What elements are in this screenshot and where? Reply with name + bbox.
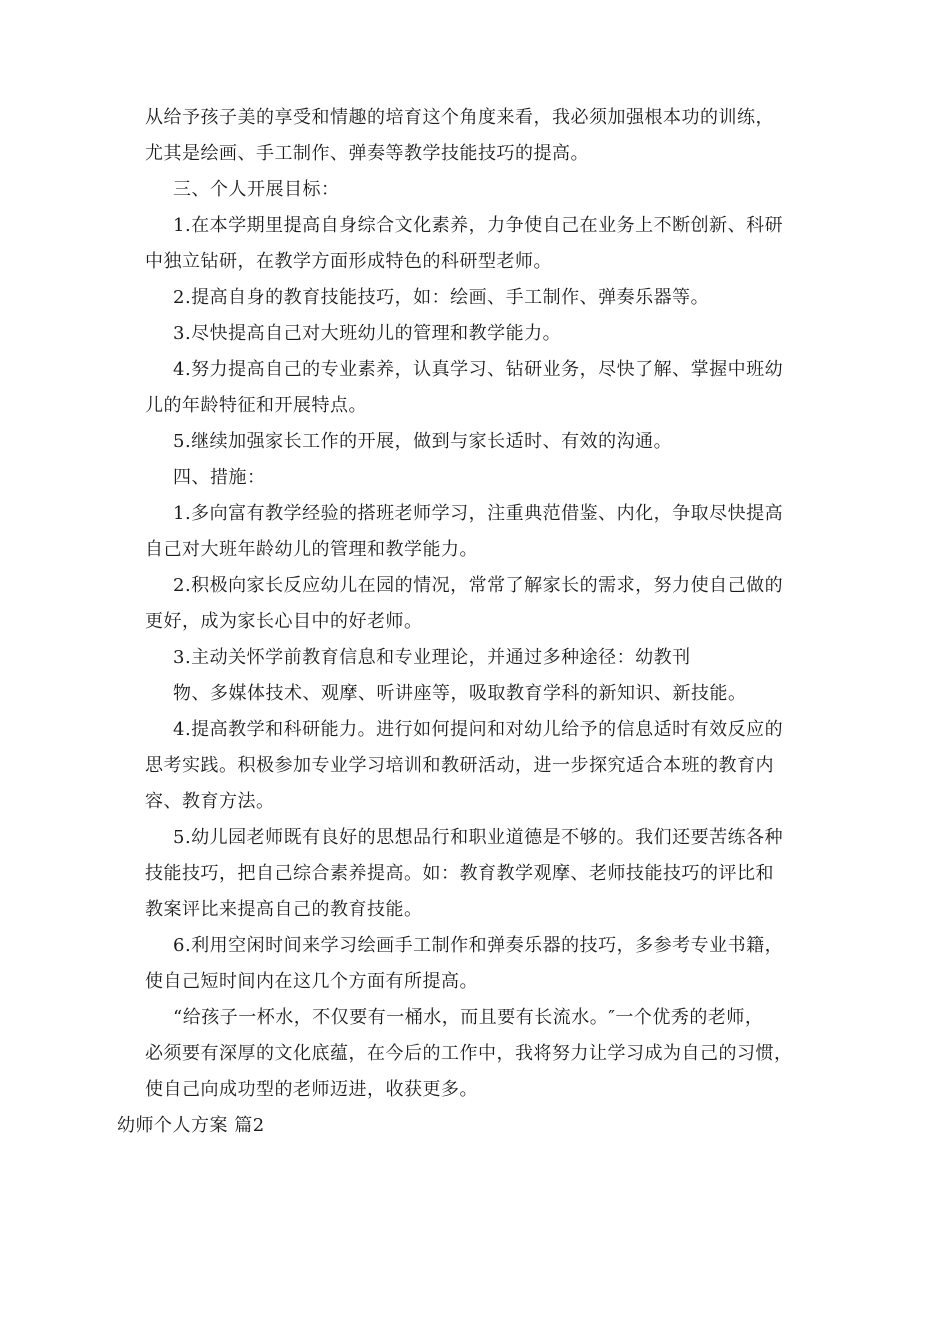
section-heading-goals: 三、个人开展目标： (173, 179, 340, 200)
quote-line-3: 使自己向成功型的老师迈进，收获更多。 (145, 1079, 478, 1100)
text-line-4: 1.在本学期里提高自身综合文化素养，力争使自己在业务上不断创新、科研 (173, 215, 784, 236)
text-line-17: 物、多媒体技术、观摩、听讲座等，吸取教育学科的新知识、新技能。 (173, 683, 747, 704)
text-line-15: 更好，成为家长心目中的好老师。 (145, 611, 423, 632)
text-line-14: 2.积极向家长反应幼儿在园的情况，常常了解家长的需求，努力使自己做的 (173, 575, 784, 596)
text-line-22: 技能技巧，把自己综合素养提高。如：教育教学观摩、老师技能技巧的评比和 (145, 863, 774, 884)
document-body (117, 100, 815, 1144)
text-line-19: 思考实践。积极参加专业学习培训和教研活动，进一步探究适合本班的教育内 (145, 755, 774, 776)
text-line-9: 儿的年龄特征和开展特点。 (145, 395, 367, 416)
quote-line-1: “给孩子一杯水，不仅要有一桶水，而且要有长流水。″一个优秀的老师， (173, 1007, 764, 1028)
text-line-23: 教案评比来提高自己的教育技能。 (145, 899, 423, 920)
next-section-title: 幼师个人方案 篇2 (117, 1115, 265, 1136)
text-line-13: 自己对大班年龄幼儿的管理和教学能力。 (145, 539, 478, 560)
text-line-8: 4.努力提高自己的专业素养，认真学习、钻研业务，尽快了解、掌握中班幼 (173, 359, 784, 380)
text-line-18: 4.提高教学和科研能力。进行如何提问和对幼儿给予的信息适时有效反应的 (173, 719, 784, 740)
text-line-6: 2.提高自身的教育技能技巧，如：绘画、手工制作、弹奏乐器等。 (173, 287, 710, 308)
quote-line-2: 必须要有深厚的文化底蕴，在今后的工作中，我将努力让学习成为自己的习惯， (145, 1043, 793, 1064)
text-line-10: 5.继续加强家长工作的开展，做到与家长适时、有效的沟通。 (173, 431, 673, 452)
text-line-7: 3.尽快提高自己对大班幼儿的管理和教学能力。 (173, 323, 562, 344)
text-line-2: 尤其是绘画、手工制作、弹奏等教学技能技巧的提高。 (145, 143, 589, 164)
section-heading-measures: 四、措施： (173, 467, 266, 488)
text-line-5: 中独立钻研，在教学方面形成特色的科研型老师。 (145, 251, 552, 272)
text-line-24: 6.利用空闲时间来学习绘画手工制作和弹奏乐器的技巧，多参考专业书籍， (173, 935, 784, 956)
text-line-20: 容、教育方法。 (145, 791, 275, 812)
text-line-25: 使自己短时间内在这几个方面有所提高。 (145, 971, 478, 992)
text-line-16: 3.主动关怀学前教育信息和专业理论，并通过多种途径：幼教刊 (173, 647, 691, 668)
text-line-12: 1.多向富有教学经验的搭班老师学习，注重典范借鉴、内化，争取尽快提高 (173, 503, 784, 524)
text-line-1: 从给予孩子美的享受和情趣的培育这个角度来看，我必须加强根本功的训练， (145, 107, 774, 128)
text-line-21: 5.幼儿园老师既有良好的思想品行和职业道德是不够的。我们还要苦练各种 (173, 827, 784, 848)
